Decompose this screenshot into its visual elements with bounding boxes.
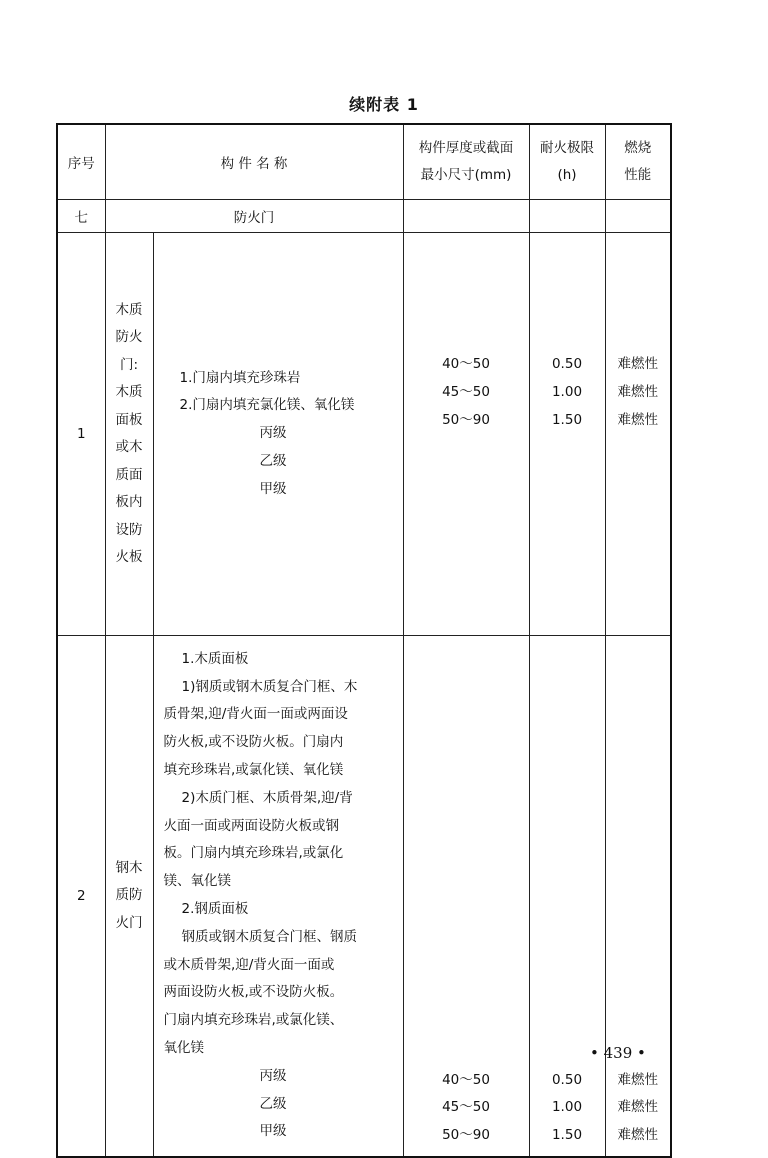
thickness-value: 45～50 — [442, 383, 490, 400]
category-line: 火门 — [115, 914, 143, 931]
performance-value: 难燃性 — [617, 383, 658, 400]
row-performance — [605, 636, 671, 1158]
limit-value: 1.50 — [551, 411, 583, 428]
category-line: 板内 — [115, 494, 143, 510]
limit-value: 1.00 — [551, 383, 583, 400]
section-empty-1 — [403, 200, 529, 233]
category-line: 质防 — [115, 887, 143, 904]
grade-line: 丙级 — [259, 425, 287, 442]
fire-resistance-table — [56, 123, 672, 1158]
desc-line: 氧化镁 — [163, 1039, 204, 1056]
header-name — [105, 124, 403, 200]
table-row — [57, 636, 671, 1158]
header-thickness — [403, 124, 529, 200]
grade-line: 丙级 — [259, 1067, 287, 1084]
row-no: 1 — [57, 233, 105, 636]
header-fire-limit-line1: 耐火极限 — [540, 140, 594, 156]
desc-line: 1)钢质或钢木质复合门框、木 — [181, 678, 358, 695]
section-row — [57, 200, 671, 233]
thickness-value: 40～50 — [442, 356, 490, 372]
row-description — [153, 636, 403, 1158]
desc-line: 板。门扇内填充珍珠岩,或氯化 — [163, 845, 344, 862]
category-line: 设防 — [115, 521, 143, 538]
category-line: 面板 — [115, 411, 143, 428]
header-fire-limit-line2: (h) — [557, 167, 577, 183]
thickness-value: 45～50 — [442, 1099, 490, 1116]
limit-value: 0.50 — [551, 356, 583, 372]
header-fire-limit — [529, 124, 605, 200]
row-category — [105, 233, 153, 636]
category-line: 火板 — [115, 549, 143, 565]
row-fire-limit — [529, 233, 605, 636]
desc-line: 或木质骨架,迎/背火面一面或 — [163, 956, 335, 973]
performance-value: 难燃性 — [617, 1071, 658, 1088]
row-performance — [605, 233, 671, 636]
row-fire-limit — [529, 636, 605, 1158]
category-line: 木质 — [115, 384, 143, 400]
row-description — [153, 233, 403, 636]
limit-value: 0.50 — [551, 1071, 583, 1088]
desc-line: 门扇内填充珍珠岩,或氯化镁、 — [163, 1012, 344, 1029]
row-thickness — [403, 233, 529, 636]
table-row — [57, 233, 671, 636]
category-line: 或木 — [115, 439, 143, 455]
desc-line: 2.钢质面板 — [181, 901, 249, 917]
page-number: • 439 • — [590, 1044, 646, 1062]
header-name-label: 构 件 名 称 — [220, 156, 288, 172]
header-thickness-line1: 构件厚度或截面 — [418, 140, 514, 156]
row-thickness — [403, 636, 529, 1158]
section-empty-3 — [605, 200, 671, 233]
header-combustion — [605, 124, 671, 200]
desc-line: 火面一面或两面设防火板或钢 — [163, 817, 339, 834]
category-line: 防火 — [115, 329, 143, 345]
desc-line: 1.木质面板 — [181, 650, 249, 667]
desc-line: 1.门扇内填充珍珠岩 — [179, 369, 301, 386]
header-combustion-line2: 性能 — [624, 167, 652, 183]
row-no: 2 — [57, 636, 105, 1158]
grade-line: 甲级 — [259, 1123, 287, 1140]
desc-line: 2)木质门框、木质骨架,迎/背 — [181, 789, 353, 806]
desc-line: 防火板,或不设防火板。门扇内 — [163, 734, 344, 751]
limit-value: 1.00 — [551, 1099, 583, 1116]
performance-value: 难燃性 — [617, 356, 658, 372]
row-category — [105, 636, 153, 1158]
desc-line: 2.门扇内填充氯化镁、氧化镁 — [179, 397, 355, 414]
thickness-value: 40～50 — [442, 1071, 490, 1088]
category-line: 木质 — [115, 301, 143, 318]
limit-value: 1.50 — [551, 1127, 583, 1144]
grade-line: 甲级 — [259, 480, 287, 497]
section-name: 防火门 — [105, 200, 403, 233]
performance-value: 难燃性 — [617, 1127, 658, 1144]
desc-line: 填充珍珠岩,或氯化镁、氧化镁 — [163, 762, 344, 779]
category-line: 质面 — [115, 466, 143, 483]
thickness-value: 50～90 — [442, 1127, 490, 1144]
grade-line: 乙级 — [259, 452, 287, 469]
table-title: 续附表 1 — [349, 95, 419, 114]
performance-value: 难燃性 — [617, 411, 658, 428]
grade-line: 乙级 — [259, 1095, 287, 1112]
category-line: 钢木 — [115, 859, 143, 876]
desc-line: 钢质或钢木质复合门框、钢质 — [181, 928, 357, 945]
desc-line: 两面设防火板,或不设防火板。 — [163, 984, 344, 1001]
category-line: 门: — [119, 356, 139, 373]
desc-line: 镁、氧化镁 — [163, 873, 231, 890]
header-row — [57, 124, 671, 200]
header-thickness-line2: 最小尺寸(mm) — [420, 167, 512, 183]
thickness-value: 50～90 — [442, 411, 490, 428]
performance-value: 难燃性 — [617, 1099, 658, 1116]
header-no: 序号 — [57, 124, 105, 200]
desc-line: 质骨架,迎/背火面一面或两面设 — [163, 706, 348, 723]
section-empty-2 — [529, 200, 605, 233]
header-combustion-line1: 燃烧 — [624, 140, 652, 156]
section-no: 七 — [57, 200, 105, 233]
